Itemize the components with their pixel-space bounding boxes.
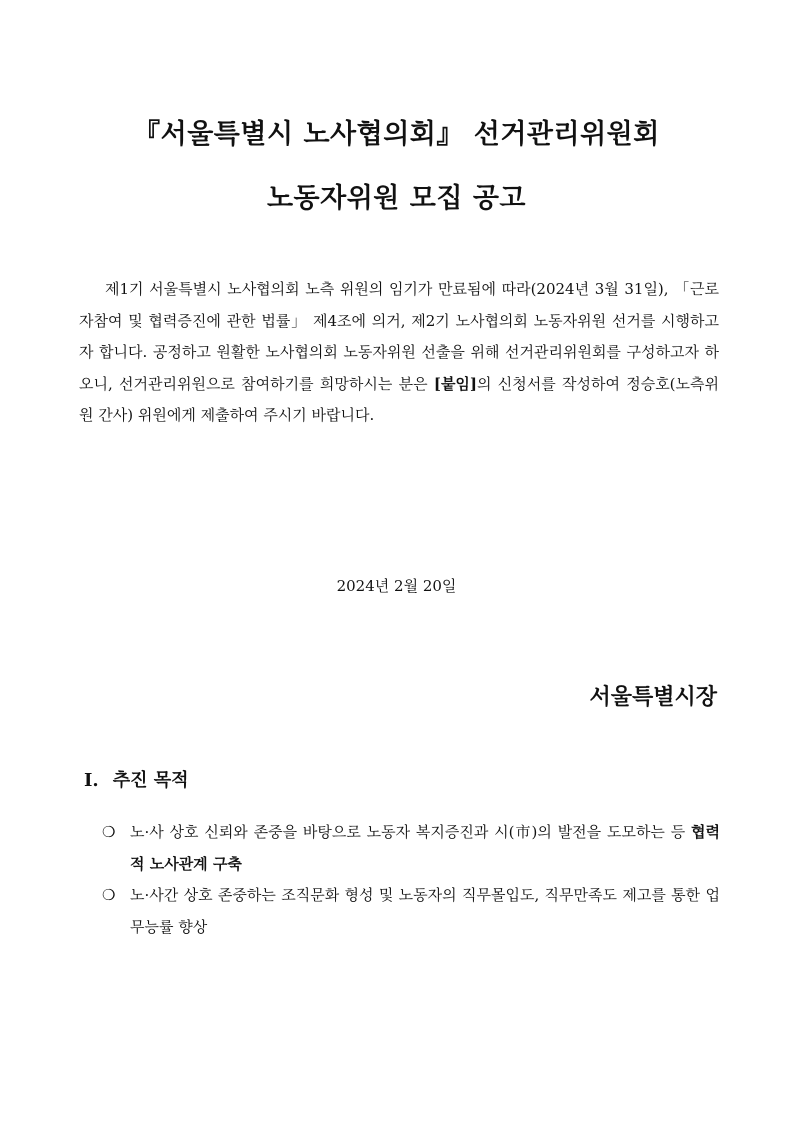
bullet-text: 노·사간 상호 존중하는 조직문화 형성 및 노동자의 직무몰입도, 직무만족도 제고를 통한 업무능률 향상 bbox=[130, 886, 720, 936]
notice-text-part-1: 제1기 서울특별시 노사협의회 노측 위원의 임기가 만료됨에 따라(2024년 3월 31일), 「근로자참여 및 협력증진에 관한 법률」 제4조에 의거, 제2기 노사협의회 노동자위원 선거를 시행하고자 합니다. 공정하고 원활한 노사협의회 노동자위원 선출을 위해 선거관리위원회를 구성하고자 하오니, 선거관리위원으로 참여하기를 희망하시는 분은 bbox=[79, 280, 719, 393]
circle-bullet-icon: ❍ bbox=[102, 823, 116, 841]
section-heading bbox=[84, 766, 189, 792]
list-item bbox=[100, 817, 720, 880]
signatory: 서울특별시장 bbox=[589, 684, 717, 710]
attachment-reference: [붙임] bbox=[433, 374, 478, 393]
section-number: Ⅰ. bbox=[84, 770, 99, 791]
title-line-2: 노동자위원 모집 공고 bbox=[266, 183, 527, 214]
section-title: 추진 목적 bbox=[112, 770, 189, 791]
announcement-date: 2024년 2월 20일 bbox=[336, 577, 457, 595]
bullet-text: 노·사 상호 신뢰와 존중을 바탕으로 노동자 복지증진과 시(市)의 발전을 도모하는 등 bbox=[130, 823, 692, 841]
circle-bullet-icon: ❍ bbox=[102, 886, 116, 904]
notice-paragraph bbox=[79, 274, 719, 432]
title-line-1: 『서울특별시 노사협의회』 선거관리위원회 bbox=[133, 119, 660, 150]
purpose-list bbox=[100, 817, 720, 943]
list-item bbox=[100, 880, 720, 943]
notice-text-part-2: 의 신청서를 작성하여 정승호(노측위원 간사) 위원에게 제출하여 주시기 바랍니다. bbox=[79, 374, 720, 424]
bullet-emphasis: 협력적 노사관계 구축 bbox=[130, 823, 720, 873]
